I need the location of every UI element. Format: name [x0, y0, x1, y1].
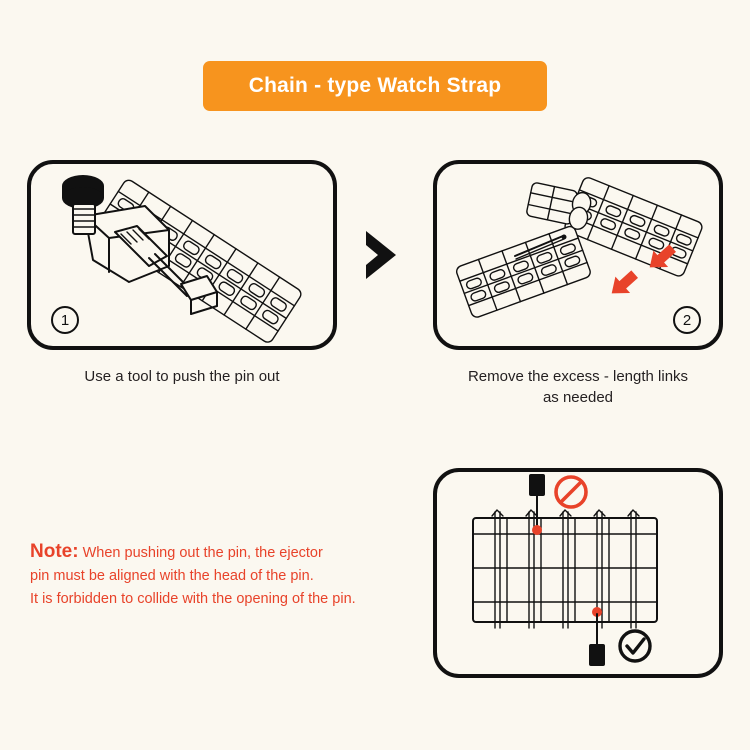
flow-arrow-icon — [356, 225, 416, 285]
pin-alignment-detail-panel — [433, 468, 723, 678]
note-block — [30, 540, 420, 611]
pin-alignment-drawing — [437, 472, 719, 674]
step-2-illustration-panel — [433, 160, 723, 350]
note-label: Note: — [30, 541, 79, 562]
red-arrow-icon — [605, 266, 642, 302]
watch-band-icon — [455, 225, 592, 319]
page-title-badge — [203, 61, 547, 111]
prohibited-icon — [556, 477, 586, 507]
step-2-caption — [425, 366, 731, 408]
page-title: Chain - type Watch Strap — [248, 74, 502, 97]
step-1-illustration-panel — [27, 160, 337, 350]
step-2-badge: 2 — [673, 306, 701, 334]
approved-icon — [620, 631, 650, 661]
step-2-caption-line-2: as needed — [542, 389, 614, 406]
note-line-2: pin must be aligned with the head of the pin. — [30, 568, 314, 584]
step-1-badge: 1 — [51, 306, 79, 334]
step-2-caption-line-1: Remove the excess - length links — [467, 368, 689, 385]
note-line-1: When pushing out the pin, the ejector — [82, 545, 323, 561]
note-line-3: It is forbidden to collide with the opening of the pin. — [30, 591, 356, 607]
step-1-caption: Use a tool to push the pin out — [84, 368, 280, 385]
watch-band-cross-section-icon — [473, 510, 657, 628]
